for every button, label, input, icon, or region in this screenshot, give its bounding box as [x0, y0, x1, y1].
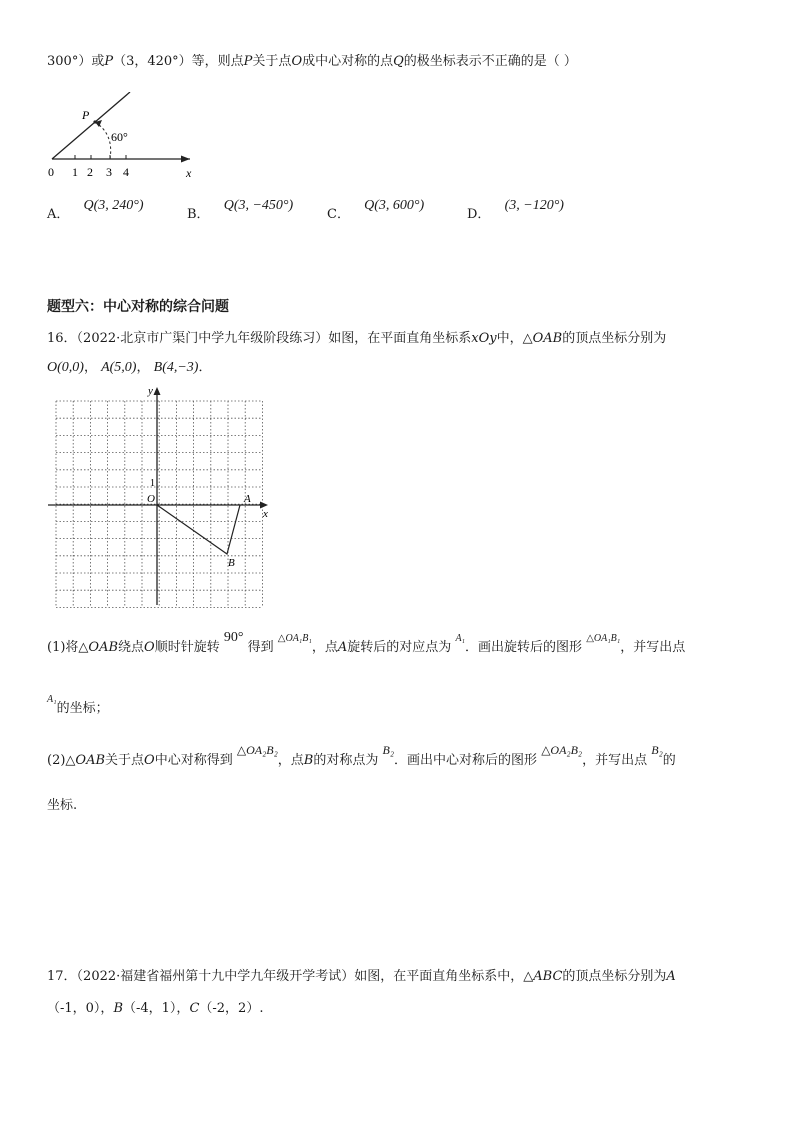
option-expr: Q(3, −450°) — [223, 198, 294, 213]
point-q: Q — [393, 54, 404, 69]
stem-text: （-1，0）， — [47, 1001, 114, 1016]
stem-text: （2022·北京市广渠门中学九年级阶段练习）如图，在平面直角坐标系 — [76, 331, 472, 346]
triangle-oa2b2: △OA₂B₂ — [236, 743, 278, 757]
q16-part1-line2 — [47, 694, 109, 716]
part1-text: (1)将△ — [47, 640, 89, 655]
point-a: A — [337, 640, 348, 655]
tick-label-4: 4 — [123, 165, 129, 179]
part1-text: ．画出旋转后的图形 — [465, 640, 583, 655]
label-a: A — [244, 493, 251, 505]
stem-text: 300°）或 — [47, 54, 105, 69]
q17-stem-line2 — [47, 997, 263, 1016]
part2-text: ，并写出点 — [582, 753, 648, 768]
point-b: B — [303, 753, 314, 768]
point-o: O — [291, 54, 303, 69]
q15-stem — [47, 50, 577, 69]
triangle-oa2b2: △OA₂B₂ — [541, 743, 583, 757]
point-b2: B₂ — [382, 743, 395, 757]
ray-op — [52, 92, 130, 159]
triangle-oa1b1: △OA₁B₁ — [277, 633, 312, 644]
triangle-abc: ABC — [533, 969, 563, 984]
part1-text: ，并写出点 — [620, 640, 686, 655]
part1-text: 得到 — [247, 640, 274, 655]
q16-coordinate-grid — [40, 385, 275, 610]
triangle-oab: OAB — [88, 640, 119, 655]
point-p: P — [104, 54, 114, 69]
coord-a: A(5,0) — [101, 360, 137, 375]
coord-o: O(0,0) — [47, 360, 84, 375]
label-x: x — [263, 508, 268, 520]
label-p: P — [82, 108, 90, 122]
y-axis-arrow — [154, 387, 161, 395]
label-60-deg: 60° — [111, 130, 128, 144]
q16-part2-line1 — [47, 743, 676, 768]
part2-text: 中心对称得到 — [154, 753, 233, 768]
triangle-oab: OAB — [532, 331, 563, 346]
option-c[interactable] — [327, 198, 425, 223]
stem-text: 中，△ — [496, 331, 533, 346]
stem-text: 成中心对称的点 — [302, 54, 394, 69]
stem-text: 的顶点坐标分别为 — [562, 969, 667, 984]
part2-text: 关于点 — [105, 753, 145, 768]
stem-text: 的极坐标表示不正确的是（ ） — [403, 54, 577, 69]
triangle-oab-edges — [157, 505, 240, 554]
option-letter: A． — [47, 207, 70, 222]
axis-arrow — [181, 156, 190, 163]
point-a1: A₁ — [47, 694, 57, 705]
tick-label-1: 1 — [72, 165, 78, 179]
label-b: B — [228, 557, 235, 569]
option-letter: C． — [327, 207, 350, 222]
q16-part2-line2: 坐标. — [47, 798, 78, 813]
option-b[interactable] — [187, 198, 294, 223]
q17-stem-line1 — [47, 965, 676, 984]
triangle-oab: OAB — [75, 753, 106, 768]
part1-text: 的坐标； — [56, 701, 109, 716]
triangle-oa1b1: △OA₁B₁ — [586, 633, 621, 644]
stem-text: （-2，2）. — [199, 1001, 264, 1016]
coord-b: B(4,−3) — [153, 360, 199, 375]
q16-coords — [47, 356, 211, 376]
part1-text: 绕点 — [118, 640, 145, 655]
option-d[interactable] — [467, 198, 564, 223]
stem-text: 17．（2022·福建省福州第十九中学九年级开学考试）如图，在平面直角坐标系中，△ — [47, 969, 534, 984]
point-o: O — [144, 640, 155, 655]
option-a[interactable] — [47, 198, 144, 223]
point-a1: A₁ — [455, 633, 466, 644]
grid-lines — [56, 401, 262, 607]
part2-text: (2)△ — [47, 753, 76, 768]
part2-text: 的对称点为 — [313, 753, 379, 768]
stem-text: （-4，1）， — [123, 1001, 190, 1016]
q16-part1-line1 — [47, 630, 686, 656]
separator: ， — [136, 360, 150, 375]
xoy: xOy — [471, 331, 497, 346]
part2-text: ，点 — [277, 753, 304, 768]
point-o: O — [144, 753, 155, 768]
point-b: B — [113, 1001, 123, 1016]
option-expr: Q(3, 600°) — [364, 198, 425, 213]
section-title: 题型六：中心对称的综合问题 — [47, 299, 229, 315]
rotation-angle: 90° — [223, 630, 244, 645]
stem-text: （3，420°）等，则点 — [113, 54, 244, 69]
point-c: C — [189, 1001, 200, 1016]
q16-stem — [47, 327, 666, 346]
option-expr: (3, −120°) — [504, 198, 564, 213]
separator: ， — [83, 360, 97, 375]
option-letter: D． — [467, 207, 491, 222]
label-o: O — [147, 493, 155, 505]
question-number: 16． — [47, 331, 77, 346]
angle-arc — [95, 122, 111, 159]
tick-label-2: 2 — [87, 165, 93, 179]
tick-label-0: 0 — [48, 165, 54, 179]
part2-text: 的 — [662, 753, 676, 768]
period: ． — [198, 360, 212, 375]
q15-polar-figure — [40, 92, 210, 182]
label-x: x — [186, 166, 192, 180]
option-letter: B． — [187, 207, 210, 222]
point-a: A — [666, 969, 676, 984]
stem-text: 的顶点坐标分别为 — [562, 331, 667, 346]
part1-text: ，点 — [311, 640, 338, 655]
tick-label-3: 3 — [106, 165, 112, 179]
label-y: y — [148, 385, 153, 397]
part1-text: 旋转后的对应点为 — [347, 640, 452, 655]
label-one: 1 — [150, 478, 155, 489]
part1-text: 顺时针旋转 — [154, 640, 220, 655]
stem-text: 关于点 — [252, 54, 292, 69]
part2-text: ．画出中心对称后的图形 — [394, 753, 538, 768]
point-p: P — [243, 54, 253, 69]
point-b2: B₂ — [651, 743, 663, 757]
option-expr: Q(3, 240°) — [83, 198, 144, 213]
